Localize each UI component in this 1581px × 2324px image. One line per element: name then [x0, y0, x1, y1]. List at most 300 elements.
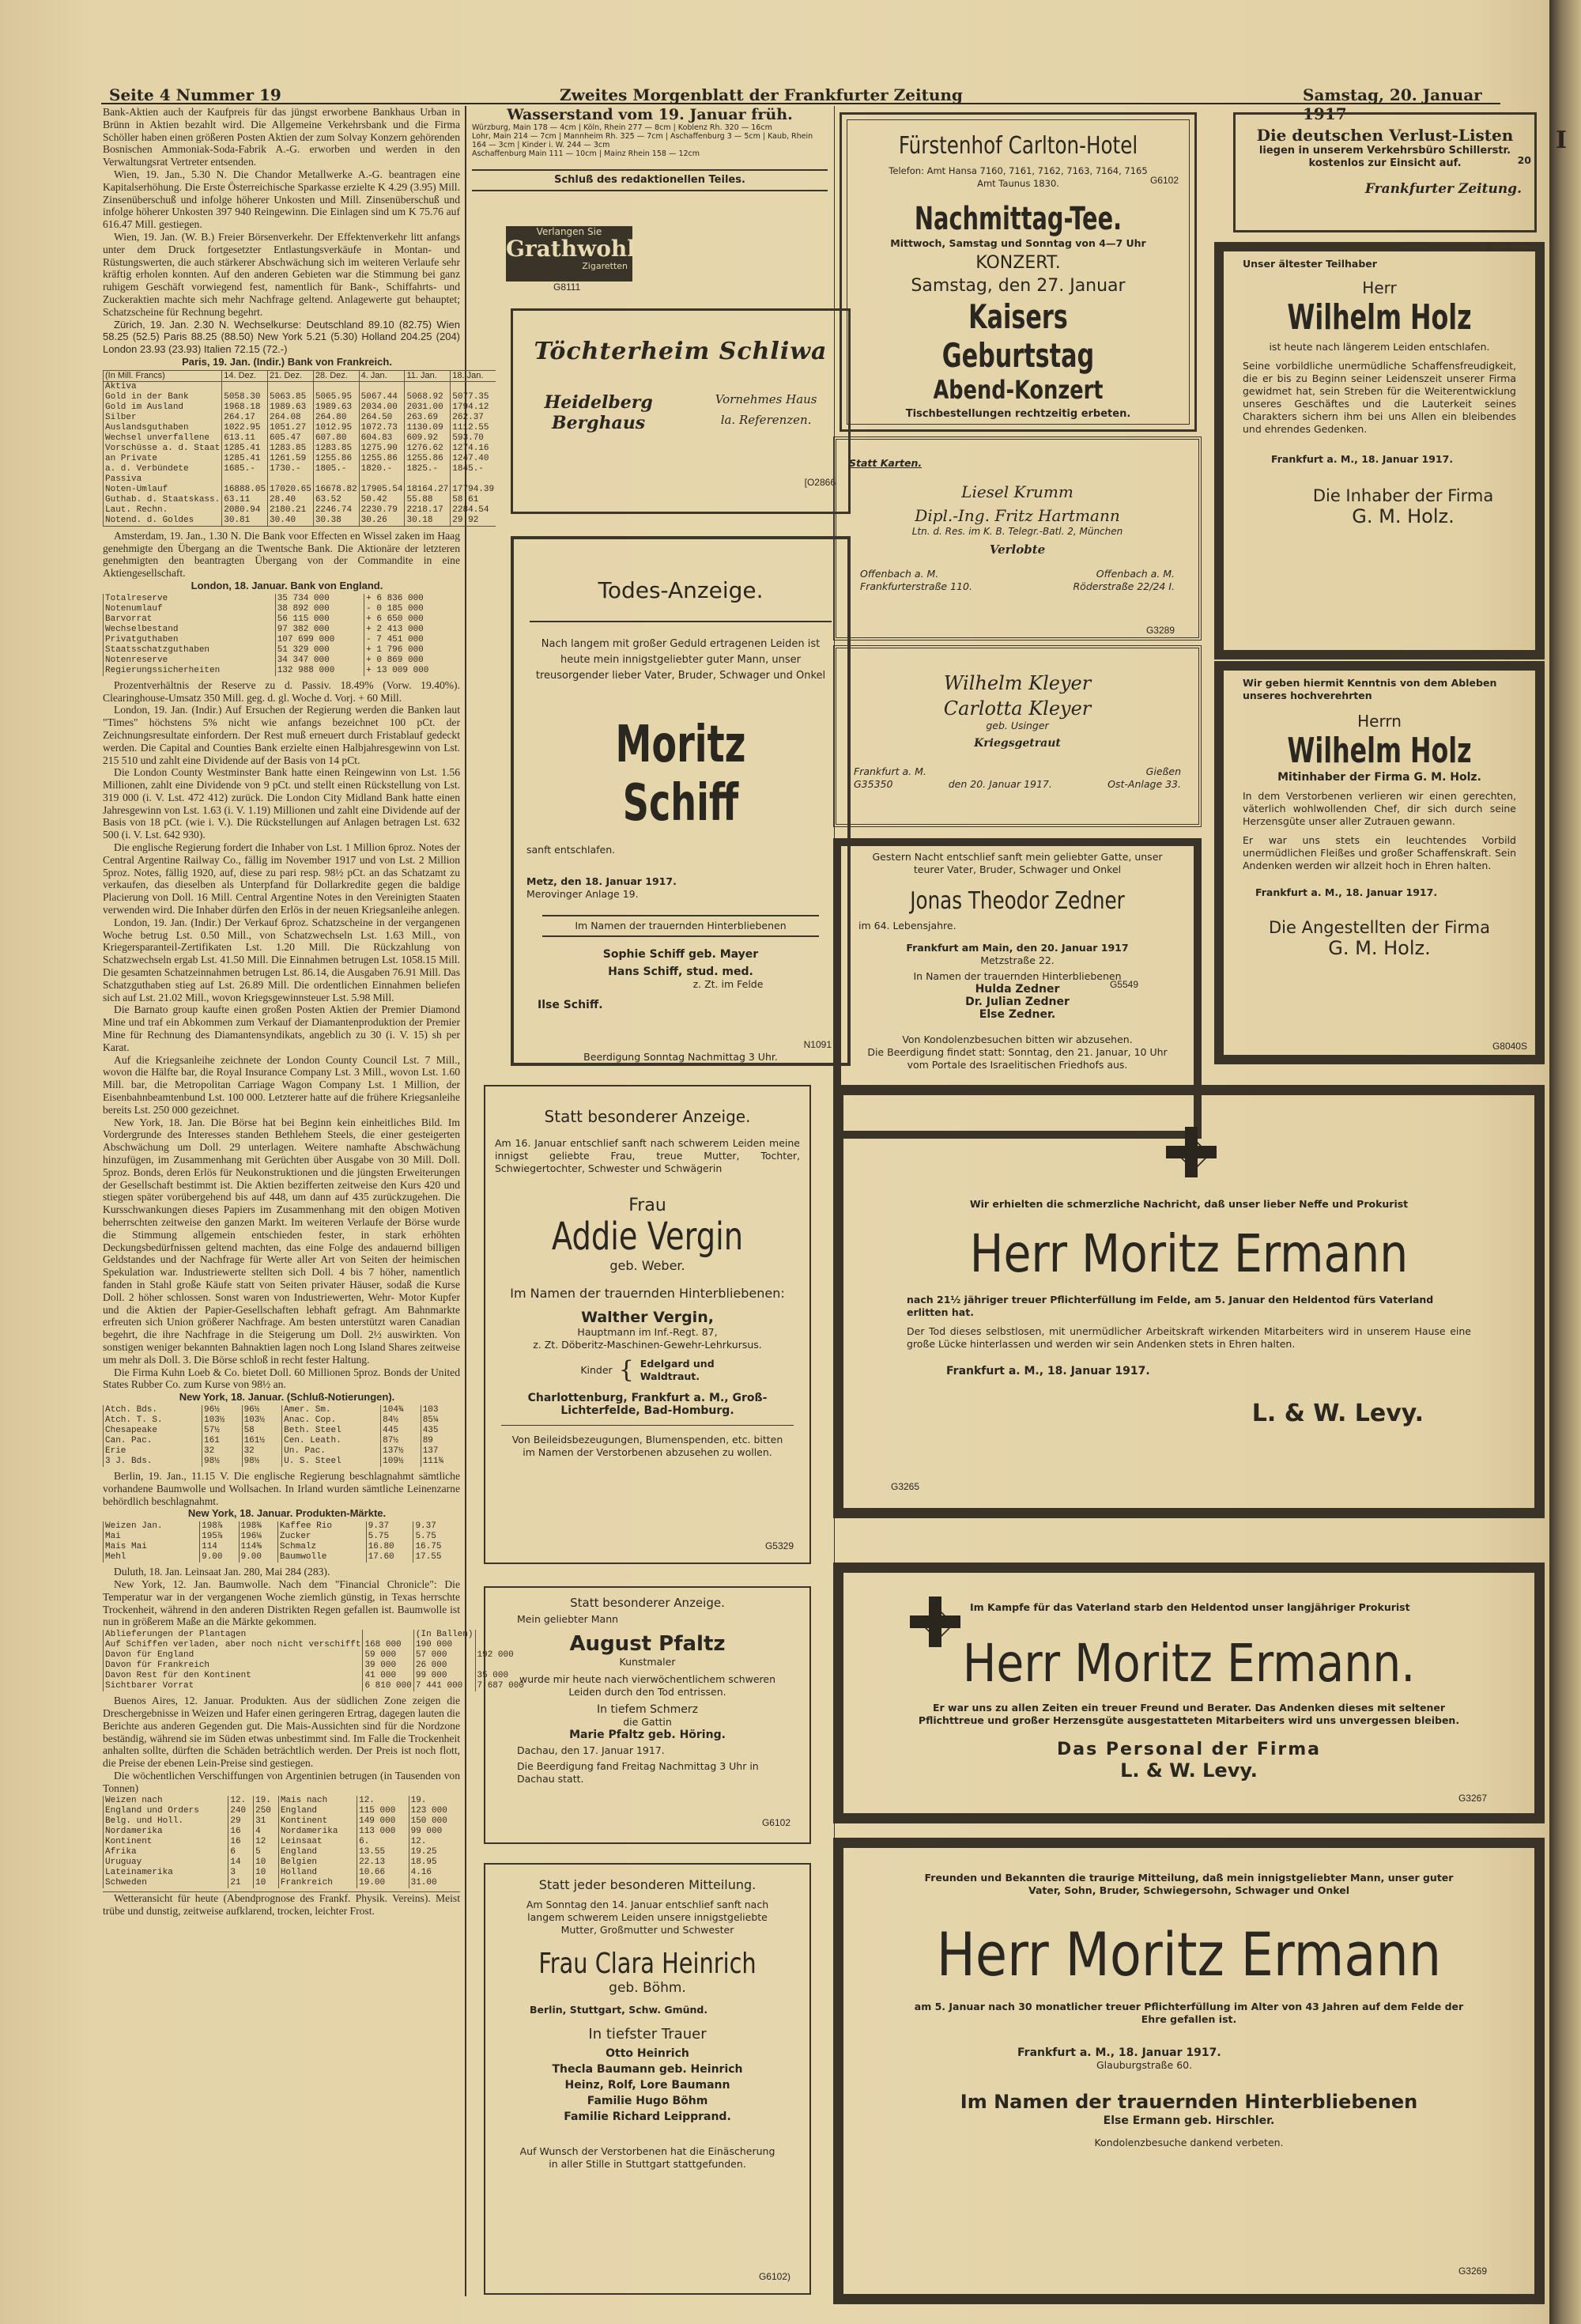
table-cell: 12.	[228, 1796, 254, 1806]
table-cell: 19.	[409, 1796, 460, 1806]
table-cell	[405, 381, 451, 392]
table-cell: 17.60	[366, 1552, 413, 1563]
editorial-end: Schluß des redaktionellen Teiles.	[554, 174, 745, 186]
krumm-city: Offenbach a. M.	[1096, 568, 1175, 580]
table-cell: 1012.95	[313, 423, 359, 433]
verlustliste-line: liegen in unserem Verkehrsbüro Schillerstr.	[1258, 145, 1511, 157]
grathwohl-brand: Grathwohl	[506, 236, 636, 262]
table-cell: Belgien	[278, 1857, 357, 1868]
table-row	[104, 1681, 526, 1691]
table-cell: 196¼	[239, 1532, 277, 1542]
schliwa-city: Heidelberg	[544, 392, 653, 413]
table-cell: Belg. und Holl.	[104, 1816, 228, 1827]
holz2-place: Frankfurt a. M., 18. Januar 1917.	[1255, 886, 1438, 898]
krumm-rank: Ltn. d. Res. im K. B. Telegr.-Batl. 2, München	[911, 526, 1123, 537]
table-cell: 85¼	[421, 1415, 460, 1426]
table-cell: 16	[228, 1827, 254, 1837]
table-cell: 1276.62	[405, 444, 451, 454]
table-cell: 98½	[242, 1457, 282, 1467]
pfaltz-die: die Gattin	[623, 1716, 672, 1728]
shipments-table	[103, 1796, 460, 1888]
table-cell: Silber	[104, 413, 222, 423]
table-cell: Can. Pac.	[104, 1436, 202, 1446]
schiff-signer: Hans Schiff, stud. med.	[608, 965, 753, 978]
schliwa-title: Töchterheim Schliwa	[534, 338, 828, 365]
table-row	[104, 495, 496, 505]
holz-staff-notice	[1214, 661, 1545, 1064]
kleyer-city: Frankfurt a. M.	[854, 765, 926, 777]
grathwohl-verlangen: Verlangen Sie	[536, 226, 602, 237]
schiff-addr: Merovinger Anlage 19.	[526, 888, 639, 900]
zedner-place: Frankfurt am Main, den 20. Januar 1917	[906, 942, 1129, 954]
carlton-abend: Abend-Konzert	[933, 375, 1104, 405]
table-cell: Kontinent	[104, 1837, 228, 1847]
table-header: 14. Dez.	[222, 370, 268, 381]
vergin-children-label: Kinder	[580, 1363, 613, 1376]
table-cell: 2080.94	[222, 505, 268, 516]
carlton-tee: Nachmittag-Tee.	[914, 201, 1123, 237]
table-cell: Totalreserve	[104, 594, 276, 604]
kleyer-getraut: Kriegsgetraut	[974, 737, 1061, 750]
table-cell: 35 000	[475, 1671, 526, 1681]
ermann1-signature: L. & W. Levy.	[1251, 1400, 1424, 1427]
finance-text: New York, 12. Jan. Baumwolle. Nach dem "Financial Chronicle": Die Temperatur war in der vergangenen Woche ziemlich günstig, in Texas herrschte Trockenheit, während in den anderen Distrikten Regen gefallen ist. Baumwolle ist nun in größerem Maße an die Märkte gekommen.	[103, 1578, 460, 1628]
pfaltz-heading: Statt besonderer Anzeige.	[570, 1596, 725, 1610]
table-cell: 168 000	[363, 1640, 413, 1650]
table-cell: 5077.35	[451, 392, 496, 402]
table-cell: 30.81	[222, 516, 268, 527]
table-row	[104, 656, 461, 666]
table-cell: 34 347 000	[275, 656, 364, 666]
table-cell: + 6 836 000	[364, 594, 460, 604]
krumm-addr: Frankfurterstraße 110.	[860, 580, 972, 592]
table-cell: Kaffee Rio	[277, 1521, 366, 1532]
table-cell: 30.40	[268, 516, 314, 527]
heinrich-geb: geb. Böhm.	[609, 1980, 686, 1996]
krumm-city: Offenbach a. M.	[860, 568, 939, 580]
zedner-name: Jonas Theodor Zedner	[910, 887, 1125, 915]
header-page-number: Seite 4 Nummer 19	[109, 85, 281, 104]
kleyer-city: Gießen	[1145, 765, 1181, 777]
schiff-signer-note: z. Zt. im Felde	[692, 978, 764, 990]
table-row	[104, 381, 496, 392]
divider	[530, 621, 832, 622]
carlton-tel: Amt Taunus 1830.	[977, 178, 1059, 189]
table-cell: 103	[421, 1405, 460, 1415]
table-cell: 7 687 000	[475, 1681, 526, 1691]
finance-text: Wien, 19. Jan. (W. B.) Freier Börsenverkehr. Der Effektenverkehr litt anfangs unter dem Druck fortgesetzter Entlastungsverkäufe in Montan- und Rüstungswerten, die auch stärkerer Abschwächung sich im weiteren Verlaufe sehr kräftig erholen konnten. Auf den anderen Gebieten war die Stimmung bei ganz ruhigem Geschäft vorwiegend fest, namentlich für Bank-, Schiffahrts- und Zuckeraktien machte sich mehr Nachfrage geltend. Anlagewerte gut behauptet; Schatzscheine für Rechnung begehrt.	[103, 230, 460, 318]
pfaltz-wife: Marie Pfaltz geb. Höring.	[569, 1729, 726, 1741]
table-cell: Zucker	[277, 1532, 366, 1542]
table-cell: 1285.41	[222, 454, 268, 464]
table-cell: 1112.55	[451, 423, 496, 433]
table-cell: 2230.79	[359, 505, 405, 516]
finance-london-title: London, 18. Januar. Bank von England.	[191, 579, 383, 591]
schiff-text: Nach langem mit großer Geduld ertragenen Leiden ist heute mein innigstgeliebter guter Mann, unser treusorgender lieber Vater, Bruder, Schwager und Onkel	[535, 638, 826, 682]
divider	[501, 1425, 794, 1426]
table-cell: an Private	[104, 454, 222, 464]
table-cell: 19.25	[409, 1847, 460, 1857]
table-cell: 17794.39	[451, 485, 496, 495]
table-row	[104, 1426, 461, 1436]
finance-text: New York, 18. Jan. Die Börse hat bei Beginn kein einheitliches Bild. Im Vordergrunde des Interesses standen Bethlehem Steels, die einer gesteigerten Abschwächung um Doll. 29 unterlagen. Weitere namhafte Abschwächung hinzufügen, im Zusammenhang mit Gerüchten über Ausgabe von 30 Mill. Doll. 5proz. Bonds, deren Erlös für Neukonstruktionen und die jüngsten Erweiterungen der Gesellschaft bestimmt ist. Die Aktien bezifferten zeitweise den Kurs 420 und stiegen später vorübergehend bis auf 448, um dann auf 435 zurückzugehen. Die Kursschwankungen dieses Papiers im Zusammenhang mit den obigen Motiven beherrschten zeitweise den ganzen Markt. Im weiteren Verlaufe der Börse wurde die Stimmung allgemein entschieden fester, in stark erhöhten Deckungsbedürfnissen geltend machten, das eine Folge des andauernd billigen Geldstandes und der Nachfrage für Werte aller Art von Seiten der heimischen Spekulation war. Industriewerte stellten sich Doll. 4 bis 7 höher, namentlich fanden in Stahl große Käufe statt von Seiten privater Häuser, sodaß die Kurse Doll. 2 höher schlossen. Sonst waren von Industriewerten, Wehr- Motor Kupfer und die Aktien der Papier-Gesellschaften lebhaft gefragt. Am Bahnmarkte erfreuten sich Union größerer Nachfrage. Am besten unterstützt waren Canadian begehrt, die ihre Nachfrage in die Steigerung um Doll. 2½ auswirkten. Von sonstigen weniger bekannten Bahnaktien lagen noch Long Island Shares zeitweise um mehr als Doll. 3. Die Börse schloß in recht fester Haltung.	[103, 1116, 460, 1366]
finance-text: Buenos Aires, 12. Januar. Produkten. Aus der südlichen Zone zeigen die Dreschergebnisse in Weizen und Hafer einen geringeren Ertrag, dagegen lauten die Berichte aus anderen Gegenden gut. Die Mais-Aussichten sind für die Nordzone beständig, während sie im Süden etwas unbestimmt sind. Im Falle die Trockenheit anhalten sollte, dürften die Schäden beträchtlich werden. Der Preis ist noch flott, die Preise der ebenen Lein-Preise sind gestiegen.	[103, 1695, 460, 1770]
carlton-ad	[840, 112, 1197, 432]
table-cell: 12	[254, 1837, 279, 1847]
table-cell	[313, 474, 359, 485]
table-cell: 10	[254, 1878, 279, 1888]
finance-text: Wien, 19. Jan., 5.30 N. Die Chandor Metallwerke A.-G. beantragen eine Kapitalserhöhung. Die Erste Österreichische Sparkasse erzielte K 4.29 (3.95) Mill. Zinsenüberschuß und infolge höherer Unkosten und Mill. Zinsenüberschuß und infolge höherer Unkosten 397 940 Reingewinn. Die Einlagen sind um K 75.76 auf 616.47 Mill. gestiegen.	[103, 168, 460, 231]
table-cell: Sichtbarer Vorrat	[104, 1681, 363, 1691]
table-cell: Vorschüsse a. d. Staat	[104, 444, 222, 454]
table-row	[104, 666, 461, 676]
heinrich-signer: Thecla Baumann geb. Heinrich	[552, 2063, 743, 2076]
table-row	[104, 1436, 461, 1446]
table-cell: Frankreich	[278, 1878, 357, 1888]
table-cell: 63.11	[222, 495, 268, 505]
kleyer-addr: Ost-Anlage 33.	[1107, 778, 1181, 790]
zedner-inname: In Namen der trauernden Hinterbliebenen	[913, 970, 1122, 982]
vergin-text: Am 16. Januar entschlief sanft nach schwerem Leiden meine innigst geliebte Frau, treue Mutter, Tochter, Schwiegertochter, Schwester und Schwägerin	[495, 1137, 800, 1174]
table-cell: 111¾	[421, 1457, 460, 1467]
wasserstand-block	[472, 106, 828, 172]
table-cell: 17020.65	[268, 485, 314, 495]
verlustliste-signature: Frankfurter Zeitung.	[1364, 181, 1522, 197]
table-cell: + 6 650 000	[364, 614, 460, 625]
table-cell	[359, 474, 405, 485]
table-cell: 250	[254, 1806, 279, 1816]
table-cell: 1255.86	[313, 454, 359, 464]
table-row	[104, 1415, 461, 1426]
produce-table-body	[104, 1521, 461, 1563]
table-header: 18. Jan.	[451, 370, 496, 381]
table-cell: 1989.63	[313, 402, 359, 413]
ermann1-top: Wir erhielten die schmerzliche Nachricht, daß unser lieber Neffe und Prokurist	[969, 1198, 1409, 1210]
ad-code: G5549	[1109, 979, 1138, 990]
kleyer-date: den 20. Januar 1917.	[948, 778, 1052, 790]
table-cell: 1825.-	[405, 464, 451, 474]
carlton-kaiser: Kaisers Geburtstag	[941, 297, 1095, 375]
ad-code: G3289	[1145, 625, 1175, 636]
heinrich-signer: Heinz, Rolf, Lore Baumann	[564, 2079, 730, 2092]
schliwa-details	[513, 392, 848, 433]
iron-cross-icon	[1166, 1127, 1217, 1177]
weather-forecast: Wetteransicht für heute (Abendprognose des Frankf. Physik. Vereins). Meist trübe und dunstig, zeitweise aufklarend, trocken, leichter Frost.	[103, 1892, 460, 1918]
table-row	[104, 474, 496, 485]
table-cell: Beth. Steel	[282, 1426, 381, 1436]
table-row	[104, 1857, 461, 1868]
holz2-signature: Die Angestellten der Firma	[1269, 918, 1490, 937]
table-cell: 87½	[381, 1436, 421, 1446]
table-cell: 51 329 000	[275, 645, 364, 656]
table-cell: 9.37	[366, 1521, 413, 1532]
table-cell: 115 000	[357, 1806, 409, 1816]
ermann2-name: Herr Moritz Ermann.	[962, 1633, 1416, 1694]
table-cell: 1794.12	[451, 402, 496, 413]
table-cell: + 13 009 000	[364, 666, 460, 676]
table-cell: Erie	[104, 1446, 202, 1457]
table-cell: 109½	[381, 1457, 421, 1467]
produce-table	[103, 1521, 460, 1563]
table-cell: 4	[254, 1827, 279, 1837]
table-cell: Auf Schiffen verladen, aber noch nicht verschifft	[104, 1640, 363, 1650]
table-cell: 32	[242, 1446, 282, 1457]
table-cell: 604.83	[359, 433, 405, 444]
facing-page-edge	[1549, 0, 1581, 2324]
pfaltz-burial: Die Beerdigung fand Freitag Nachmittag 3 Uhr in Dachau statt.	[517, 1760, 759, 1785]
table-cell: Weizen Jan.	[104, 1521, 200, 1532]
divider	[472, 190, 828, 191]
zedner-age: im 64. Lebensjahre.	[858, 920, 957, 931]
cotton-table-body	[104, 1630, 526, 1691]
table-cell: 114	[200, 1542, 239, 1552]
wasserstand-rows	[472, 123, 828, 158]
schiff-name: Moritz Schiff	[615, 716, 746, 833]
holz-signature: G. M. Holz.	[1352, 505, 1455, 527]
table-cell	[222, 381, 268, 392]
zedner-signer: Else Zedner.	[979, 1008, 1056, 1021]
finance-text: Prozentverhältnis der Reserve zu d. Passiv. 18.49% (Vorw. 19.40%). Clearinghouse-Umsatz 350 Mill. geg. d. gl. Woche d. Vorj. + 60 Mill.	[103, 678, 460, 704]
table-cell: Barvorrat	[104, 614, 276, 625]
table-cell: 31.00	[409, 1878, 460, 1888]
table-cell: England	[278, 1806, 357, 1816]
ny-quotes-table	[103, 1405, 460, 1467]
table-cell: Lateinamerika	[104, 1868, 228, 1878]
carlton-title: Fürstenhof Carlton-Hotel	[898, 132, 1138, 160]
table-header: 28. Dez.	[313, 370, 359, 381]
table-cell: 5.75	[366, 1532, 413, 1542]
table-cell: 2180.21	[268, 505, 314, 516]
table-cell: 5063.85	[268, 392, 314, 402]
vergin-rank: z. Zt. Döberitz-Maschinen-Gewehr-Lehrkursus.	[533, 1339, 762, 1351]
table-cell: Baumwolle	[277, 1552, 366, 1563]
ny-table-body	[104, 1405, 461, 1467]
table-cell: 1130.09	[405, 423, 451, 433]
finance-text: Die London County Westminster Bank hatte einen Reingewinn von Lst. 1.56 Millionen, zahlt eine Dividende von 9 pCt. und stellt einen Rückstellung von Lst. 319 000 (i. V. Lst. 472 412) zurück. Die London City Midland Bank hatte einen Jahresgewinn von Lst. 1.63 (i. V. 1.19) Millionen und zahlt eine Dividende auf der Basis von 18 pCt. (wie i. V.). Die Rückstellungen auf Anlagen betragen Lst. 632 500 (i. V. Lst. 642 930).	[103, 766, 460, 841]
table-row	[104, 1868, 461, 1878]
table-cell: 1845.-	[451, 464, 496, 474]
table-cell: 1989.63	[268, 402, 314, 413]
table-cell: 150 000	[409, 1816, 460, 1827]
schiff-heading: Todes-Anzeige.	[598, 577, 764, 603]
table-cell: 1022.95	[222, 423, 268, 433]
table-row	[104, 1878, 461, 1888]
wasserstand-row: Aschaffenburg Main 111 — 10cm | Mainz Rhein 158 — 12cm	[472, 149, 700, 158]
table-row	[104, 625, 461, 635]
table-cell: 107 699 000	[275, 635, 364, 645]
divider	[472, 169, 828, 171]
finance-text: London, 19. Jan. (Indir.) Auf Ersuchen der Regierung werden die Banken laut "Times" höchstens 5% nicht wie anfangs bezeichnet 100 pCt. der Zeichnungsresultate einfordern. Der Rest muß erneuert durch Fristablauf gedeckt werden. Die Capital and Counties Bank erzielte einen Halbjahresgewinn von Lst. 215 510 und zahlt eine Dividende auf der Basis von 14 pCt.	[103, 704, 460, 766]
ad-code: G5329	[764, 1540, 794, 1551]
table-cell: 96½	[242, 1405, 282, 1415]
vergin-geb: geb. Weber.	[609, 1258, 685, 1273]
ermann3-note: Kondolenzbesuche dankend verbeten.	[1094, 2137, 1284, 2148]
schiff-after: sanft entschlafen.	[526, 844, 616, 856]
table-row	[104, 1816, 461, 1827]
table-cell: 29.92	[451, 516, 496, 527]
table-cell	[451, 381, 496, 392]
table-cell: 1275.90	[359, 444, 405, 454]
table-cell: 50.42	[359, 495, 405, 505]
table-cell: - 0 185 000	[364, 604, 460, 614]
holz2-top: Wir geben hiermit Kenntnis von dem Ableben unseres hochverehrten	[1243, 677, 1497, 701]
kleyer-name: Wilhelm Kleyer	[943, 672, 1092, 694]
table-cell: 5	[254, 1847, 279, 1857]
pfaltz-line1: Mein geliebter Mann	[517, 1613, 619, 1625]
table-cell	[222, 474, 268, 485]
verlustliste-number: 20	[1517, 154, 1531, 166]
table-cell: 149 000	[357, 1816, 409, 1827]
vergin-rank: Hauptmann im Inf.-Regt. 87,	[577, 1326, 718, 1338]
zedner-burial: Die Beerdigung findet statt: Sonntag, den 21. Januar, 10 Uhr vom Portale des Israelitischen Friedhofs aus.	[867, 1046, 1168, 1071]
ermann-staff-notice	[833, 1563, 1545, 1823]
table-cell: 31	[254, 1816, 279, 1827]
table-cell: 28.40	[268, 495, 314, 505]
heinrich-signer: Otto Heinrich	[606, 2047, 689, 2060]
table-cell: 5065.95	[313, 392, 359, 402]
table-cell: 9.37	[413, 1521, 460, 1532]
table-cell: Laut. Rechn.	[104, 505, 222, 516]
ad-code: G8111	[553, 282, 581, 293]
table-cell: 262.37	[451, 413, 496, 423]
table-cell: 137½	[381, 1446, 421, 1457]
schliwa-note: Vornehmes Haus	[715, 392, 817, 406]
table-cell: Passiva	[104, 474, 222, 485]
finance-text: Bank-Aktien auch der Kaufpreis für das jüngst erworbene Bankhaus Urban in Brünn in Aktien bezahlt wird. Die Allgemeine Verkehrsbank und die Firma Schöller haben einen größeren Posten Aktien der zum Solvay Konzern gehörenden Bosnischen Ammoniak-Soda-Fabrik A.-G. erworben und werden in den Verwaltungsrat Vertreter entsenden.	[103, 106, 460, 168]
ermann2-signature: L. & W. Levy.	[1120, 1759, 1258, 1782]
zedner-note: Von Kondolenzbesuchen bitten wir abzusehen.	[902, 1034, 1133, 1045]
table-cell: 55.88	[405, 495, 451, 505]
table-cell	[451, 474, 496, 485]
table-cell: Auslandsguthaben	[104, 423, 222, 433]
ermann1-text: Der Tod dieses selbstlosen, mit unermüdlicher Arbeitskraft wirkenden Mitarbeiters wird in unserem Hause eine große Lücke hinterlassen und werden wir sein Andenken stets in Ehren halten.	[907, 1325, 1471, 1350]
grathwohl-zigaretten: Zigaretten	[582, 261, 628, 271]
vergin-name: Addie Vergin	[551, 1215, 744, 1259]
ermann3-signer: Else Ermann geb. Hirschler.	[1103, 2114, 1275, 2127]
zedner-addr: Metzstraße 22.	[980, 954, 1055, 966]
finance-text: Die englische Regierung fordert die Inhaber von Lst. 1 Million 6proz. Notes der Central Argentine Railway Co., fällig im November 1917 und von Lst. 2 Million 5proz. Notes, fällig 1920, auf, diese zu pari resp. 98½ pCt. an das Schatzamt zu verkaufen, das dieselben als Unterpfand für Dollarkredite gegen die baldige Placierung von Doll. 16 Mill. Central Argentine Notes in den Vereinigten Staaten verwenden wird. Die Inhaber dürfen den Erlös in der neuen Kriegsanleihe anlegen.	[103, 841, 460, 916]
table-cell: 132 988 000	[275, 666, 364, 676]
table-cell: Wechsel unverfallene	[104, 433, 222, 444]
table-cell: 41 000	[363, 1671, 413, 1681]
heinrich-text: Am Sonntag den 14. Januar entschlief sanft nach langem schwerem Leiden unsere innigstgeliebte Mutter, Großmutter und Schwester	[526, 1899, 769, 1936]
krumm-addr: Röderstraße 22/24 I.	[1073, 580, 1175, 592]
table-row	[104, 402, 496, 413]
vergin-notice	[484, 1085, 811, 1564]
table-cell: 1805.-	[313, 464, 359, 474]
krumm-name: Dipl.-Ing. Fritz Hartmann	[915, 506, 1120, 525]
schiff-burial: Beerdigung Sonntag Nachmittag 3 Uhr.	[583, 1051, 778, 1063]
table-cell: Staatsschatzguthaben	[104, 645, 276, 656]
vergin-child: Waldtraut.	[640, 1370, 700, 1382]
table-cell: 5067.44	[359, 392, 405, 402]
table-cell	[363, 1630, 413, 1640]
vergin-child: Edelgard und	[640, 1357, 715, 1370]
table-cell: 103½	[242, 1415, 282, 1426]
table-cell: 57½	[202, 1426, 243, 1436]
ermann3-top: Freunden und Bekannten die traurige Mitteilung, daß mein innigstgeliebter Mann, unser guter Vater, Sohn, Bruder, Schwiegersohn, Schwager und Onkel	[924, 1872, 1454, 1896]
carlton-konzert: KONZERT.	[975, 253, 1061, 273]
finance-text: Berlin, 19. Jan., 11.15 V. Die englische Regierung beschlagnahmt sämtliche vorhandene Baumwolle und Wollsachen. In Irland wurden sämtliche Leinenzarne behördlich beschlagnahmt.	[103, 1469, 460, 1507]
table-cell: Chesapeake	[104, 1426, 202, 1436]
table-cell: Weizen nach	[104, 1796, 228, 1806]
table-header: 4. Jan.	[359, 370, 405, 381]
table-row	[104, 392, 496, 402]
table-row	[104, 433, 496, 444]
table-cell: 613.11	[222, 433, 268, 444]
schiff-signer: Sophie Schiff geb. Mayer	[602, 948, 759, 961]
table-row	[104, 485, 496, 495]
heinrich-signer: Familie Richard Leipprand.	[564, 2110, 731, 2123]
table-cell: Davon für England	[104, 1650, 363, 1661]
table-cell: 605.47	[268, 433, 314, 444]
table-cell: Notenumlauf	[104, 604, 276, 614]
table-cell: 609.92	[405, 433, 451, 444]
finance-text: Auf die Kriegsanleihe zeichnete der London County Council Lst. 7 Mill., wovon die Hälfte bar, die Royal Insurance Company Lst. 3 Mill., wovon Lst. 1.60 Mill. bar, die Metropolitan Carriage Wagon Company Lst. 1 Million, der Eisenbahnbeamtenbund Lst. 100 000. Letzterer hatte auf die frühere Kriegsanleihe bereits Lst. 250 000 gezeichnet.	[103, 1053, 460, 1116]
carlton-date: Samstag, den 27. Januar	[911, 276, 1126, 296]
table-cell: 1255.86	[359, 454, 405, 464]
ermann3-text: am 5. Januar nach 30 monatlicher treuer Pflichterfüllung im Alter von 43 Jahren auf dem Felde der Ehre gefallen ist.	[914, 2001, 1464, 2025]
table-cell: 195⅞	[200, 1532, 239, 1542]
table-cell: 2031.00	[405, 402, 451, 413]
table-cell	[359, 381, 405, 392]
schiff-signer: Ilse Schiff.	[538, 999, 603, 1011]
table-cell: Mai	[104, 1532, 200, 1542]
table-cell: England und Orders	[104, 1806, 228, 1816]
table-cell: 1968.18	[222, 402, 268, 413]
table-cell: 113 000	[357, 1827, 409, 1837]
table-cell: Schmalz	[277, 1542, 366, 1552]
table-cell: 22.13	[357, 1857, 409, 1868]
table-cell: 3	[228, 1868, 254, 1878]
table-cell: 264.08	[268, 413, 314, 423]
table-cell: Ablieferungen der Plantagen	[104, 1630, 363, 1640]
table-cell: 3 J. Bds.	[104, 1457, 202, 1467]
table-cell: a. d. Verbündete	[104, 464, 222, 474]
ad-code: G6102	[761, 1817, 790, 1828]
holz-name: Wilhelm Holz	[1287, 297, 1472, 338]
table-cell: 1072.73	[359, 423, 405, 433]
holz2-signature: G. M. Holz.	[1328, 937, 1431, 959]
ermann2-top: Im Kampfe für das Vaterland starb den Heldentod unser langjähriger Prokurist	[970, 1601, 1410, 1613]
table-cell: Kontinent	[278, 1816, 357, 1827]
pfaltz-name: August Pfaltz	[569, 1632, 726, 1656]
ermann3-inname: Im Namen der trauernden Hinterbliebenen	[960, 2091, 1418, 2113]
heinrich-note: Auf Wunsch der Verstorbenen hat die Einäscherung in aller Stille in Stuttgart stattgefunden.	[519, 2145, 775, 2170]
kleyer-name: Carlotta Kleyer	[943, 697, 1092, 720]
table-cell: 16	[228, 1837, 254, 1847]
schliwa-street: Berghaus	[552, 413, 646, 433]
zedner-text: Gestern Nacht entschlief sanft mein geliebter Gatte, unser teurer Vater, Bruder, Schwager und Onkel	[872, 851, 1163, 875]
wasserstand-title: Wasserstand vom 19. Januar früh.	[507, 106, 793, 123]
schiff-inname: Im Namen der trauernden Hinterbliebenen	[542, 915, 819, 937]
holz-text: Seine vorbildliche unermüdliche Schaffensfreudigkeit, die er bis zu Beginn seiner Leidenszeit unserer Firma gewidmet hat, sein Streben für die Weiterentwicklung unseres Geschäftes und die Lauterkeit seines Charakters sichern ihm bei uns Allen ein bleibendes und ehrendes Gedenken.	[1243, 360, 1516, 435]
pfaltz-place: Dachau, den 17. Januar 1917.	[517, 1744, 665, 1756]
finance-text: Amsterdam, 19. Jan., 1.30 N. Die Bank voor Effecten en Wissel zaken im Haag genehmigte den Übergang an die Twentsche Bank. Die Aktionäre der letzteren genehmigten den beantragten Übergang von der Commandite in eine Aktiengesellschaft.	[103, 529, 460, 580]
table-cell: Schweden	[104, 1878, 228, 1888]
heinrich-notice	[484, 1863, 811, 2295]
table-row	[104, 1405, 461, 1415]
table-cell: 2034.00	[359, 402, 405, 413]
table-cell: 63.52	[313, 495, 359, 505]
table-cell: 240	[228, 1806, 254, 1816]
ad-code: G6102	[1149, 175, 1179, 186]
table-row	[104, 1671, 526, 1681]
table-cell: 59 000	[363, 1650, 413, 1661]
heinrich-trauer: In tiefster Trauer	[588, 2026, 707, 2042]
zedner-signer: Hulda Zedner	[975, 983, 1060, 996]
table-cell: 192 000	[475, 1650, 526, 1661]
